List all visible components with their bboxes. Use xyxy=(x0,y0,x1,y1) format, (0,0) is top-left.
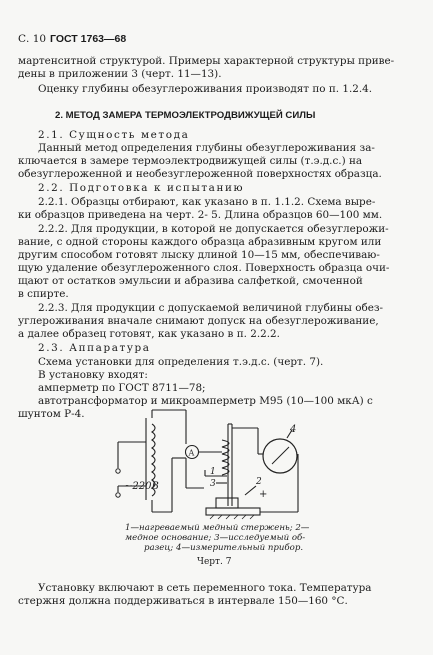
paragraph-line: Схема установки для определения т.э.д.с. (черт. 7). xyxy=(38,356,324,368)
copper-base xyxy=(206,508,260,515)
label-3: 3 xyxy=(210,479,216,489)
figure-legend: 1—нагреваемый медный стержень; 2— xyxy=(125,523,310,533)
paragraph-line: в спирте. xyxy=(18,288,69,300)
figure-caption: Черт. 7 xyxy=(197,557,232,567)
subsection-title: 2.2. Подготовка к испытанию xyxy=(38,182,245,194)
paragraph-line: вание, с одной стороны каждого образца абразивным кругом или xyxy=(18,236,382,248)
paragraph-line: В установку входят: xyxy=(38,369,148,381)
standard-number: ГОСТ 1763—68 xyxy=(50,33,127,45)
paragraph-line: углероживания вначале снимают допуск на обезуглероживание, xyxy=(18,315,379,327)
paragraph-line: 2.2.3. Для продукции с допускаемой величиной глубины обез- xyxy=(38,302,384,314)
intro-line: мартенситной структурой. Примеры характерной структуры приве- xyxy=(18,55,395,67)
ammeter-label: A xyxy=(188,448,195,458)
sample xyxy=(216,498,238,508)
page-number: С. 10 xyxy=(18,33,47,45)
figure-legend: медное основание; 3—исследуемый об- xyxy=(125,533,306,543)
subsection-title: 2.3. Аппаратура xyxy=(38,342,151,354)
intro-line: Оценку глубины обезуглероживания производят по п. 1.2.4. xyxy=(38,83,373,95)
figure-legend: разец; 4—измерительный прибор. xyxy=(144,543,304,553)
paragraph-line: обезуглероженной и необезуглероженной поверхностях образца. xyxy=(18,168,382,180)
label-4: 4 xyxy=(290,424,297,435)
intro-line: дены в приложении 3 (черт. 11—13). xyxy=(18,68,222,80)
plus-sign: + xyxy=(259,489,268,500)
paragraph-line: автотрансформатор и микроамперметр М95 (10—100 мкА) с xyxy=(38,395,373,407)
paragraph-line: 2.2.2. Для продукции, в которой не допускается обезуглерожи- xyxy=(38,223,389,235)
paragraph-line: ключается в замере термоэлектродвижущей силы (т.э.д.с.) на xyxy=(18,155,363,167)
paragraph-line: щую удаление обезуглероженного слоя. Поверхность образца очи- xyxy=(18,262,390,274)
paragraph-line: а далее образец готовят, как указано в п. 2.2.2. xyxy=(18,328,280,340)
paragraph-line: Установку включают в сеть переменного тока. Температура xyxy=(38,582,372,594)
paragraph-line: ки образцов приведена на черт. 2- 5. Длина образцов 60—100 мм. xyxy=(18,209,383,221)
paragraph-line: шунтом Р-4. xyxy=(18,408,85,420)
voltage-label: ~220В xyxy=(124,481,159,492)
label-2: 2 xyxy=(256,477,262,487)
paragraph-line: щают от остатков эмульсии и абразива салфеткой, смоченной xyxy=(18,275,363,287)
paragraph-line: другим способом готовят лыску длиной 10—15 мм, обеспечиваю- xyxy=(18,249,380,261)
section-title: 2. МЕТОД ЗАМЕРА ТЕРМОЭЛЕКТРОДВИЖУЩЕЙ СИЛЫ xyxy=(55,110,316,121)
paragraph-line: амперметр по ГОСТ 8711—78; xyxy=(38,382,206,394)
paragraph-line: Данный метод определения глубины обезуглероживания за- xyxy=(38,142,375,154)
subsection-title: 2.1. Сущность метода xyxy=(38,129,190,141)
paragraph-line: стержня должна поддерживаться в интервале 150—160 °С. xyxy=(18,595,348,607)
paragraph-line: 2.2.1. Образцы отбирают, как указано в п. 1.1.2. Схема выре- xyxy=(38,196,376,208)
label-1: 1 xyxy=(210,467,216,477)
